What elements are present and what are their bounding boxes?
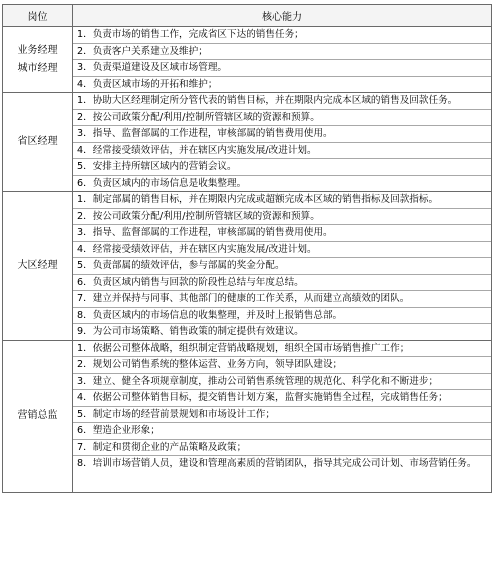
ability-item: 4．依据公司整体销售目标，提交销售计划方案，监督实施销售全过程，完成销售任务； [73, 390, 491, 407]
ability-item: 2．按公司政策分配/利用/控制所管辖区域的资源和预算。 [73, 110, 491, 127]
role-cell [3, 340, 73, 493]
role-name: 城市经理 [17, 62, 58, 74]
ability-item: 2．规划公司销售系统的整体运营、业务方向，领导团队建设； [73, 357, 491, 374]
ability-item: 4．负责区域市场的开拓和维护； [77, 78, 218, 90]
ability-item: 3．指导、监督部属的工作进程，审核部属的销售费用使用。 [73, 225, 491, 242]
ability-cell [73, 27, 492, 93]
table-row [3, 340, 492, 493]
ability-item: 6．负责区域内销售与回款的阶段性总结与年度总结。 [73, 275, 491, 292]
role-name: 业务经理 [17, 44, 58, 56]
ability-item: 7．建立并保持与同事、其他部门的健康的工作关系，从而建立高绩效的团队。 [73, 291, 491, 308]
ability-item: 3．指导、监督部属的工作进程，审核部属的销售费用使用。 [73, 126, 491, 143]
ability-item: 8．培训市场营销人员，建设和管理高素质的营销团队，指导其完成公司计划、市场营销任务。 [77, 458, 477, 469]
ability-item: 4．经常接受绩效评估，并在辖区内实施发展/改进计划。 [73, 143, 491, 160]
header-row [3, 5, 492, 27]
header-ability: 核心能力 [73, 5, 492, 27]
ability-item: 3．负责渠道建设及区域市场管理。 [73, 60, 491, 77]
ability-item: 2．按公司政策分配/利用/控制所管辖区域的资源和预算。 [73, 209, 491, 226]
ability-cell [73, 192, 492, 341]
ability-item: 8．负责区域内的市场信息的收集整理，并及时上报销售总部。 [73, 308, 491, 325]
role-cell [3, 27, 73, 93]
ability-item: 6．负责区域内的市场信息是收集整理。 [77, 177, 247, 189]
ability-cell [73, 93, 492, 192]
role-name: 大区经理 [17, 259, 58, 271]
table-row [3, 192, 492, 341]
ability-item: 9．为公司市场策略、销售政策的制定提供有效建议。 [77, 326, 304, 337]
role-name: 省区经理 [17, 136, 58, 147]
role-name: 营销总监 [17, 410, 58, 422]
ability-item: 1．协助大区经理制定所分管代表的销售目标，并在期限内完成本区域的销售及回款任务。 [73, 93, 491, 110]
header-role: 岗位 [3, 5, 73, 27]
role-cell [3, 93, 73, 192]
ability-item: 6．塑造企业形象； [73, 423, 491, 440]
ability-item: 7．制定和贯彻企业的产品策略及政策； [73, 440, 491, 457]
ability-item: 1．负责市场的销售工作，完成省区下达的销售任务； [73, 27, 491, 44]
ability-cell [73, 340, 492, 493]
ability-item: 1．制定部属的销售目标，并在期限内完成或超额完成本区域的销售指标及回款指标。 [73, 192, 491, 209]
ability-item: 2．负责客户关系建立及维护； [73, 44, 491, 61]
role-cell [3, 192, 73, 341]
ability-item: 3．建立、健全各项规章制度，推动公司销售系统管理的规范化、科学化和不断进步； [73, 374, 491, 391]
ability-item: 4．经常接受绩效评估，并在辖区内实施发展/改进计划。 [73, 242, 491, 259]
ability-item: 5．制定市场的经营前景规划和市场设计工作； [73, 407, 491, 424]
ability-item: 5．负责部属的绩效评估，参与部属的奖金分配。 [73, 258, 491, 275]
ability-item: 5．安排主持所辖区域内的营销会议。 [73, 159, 491, 176]
table-row [3, 93, 492, 192]
responsibility-table [2, 4, 492, 493]
table-row [3, 27, 492, 93]
ability-item: 1．依据公司整体战略，组织制定营销战略规划，组织全国市场销售推广工作； [73, 341, 491, 358]
